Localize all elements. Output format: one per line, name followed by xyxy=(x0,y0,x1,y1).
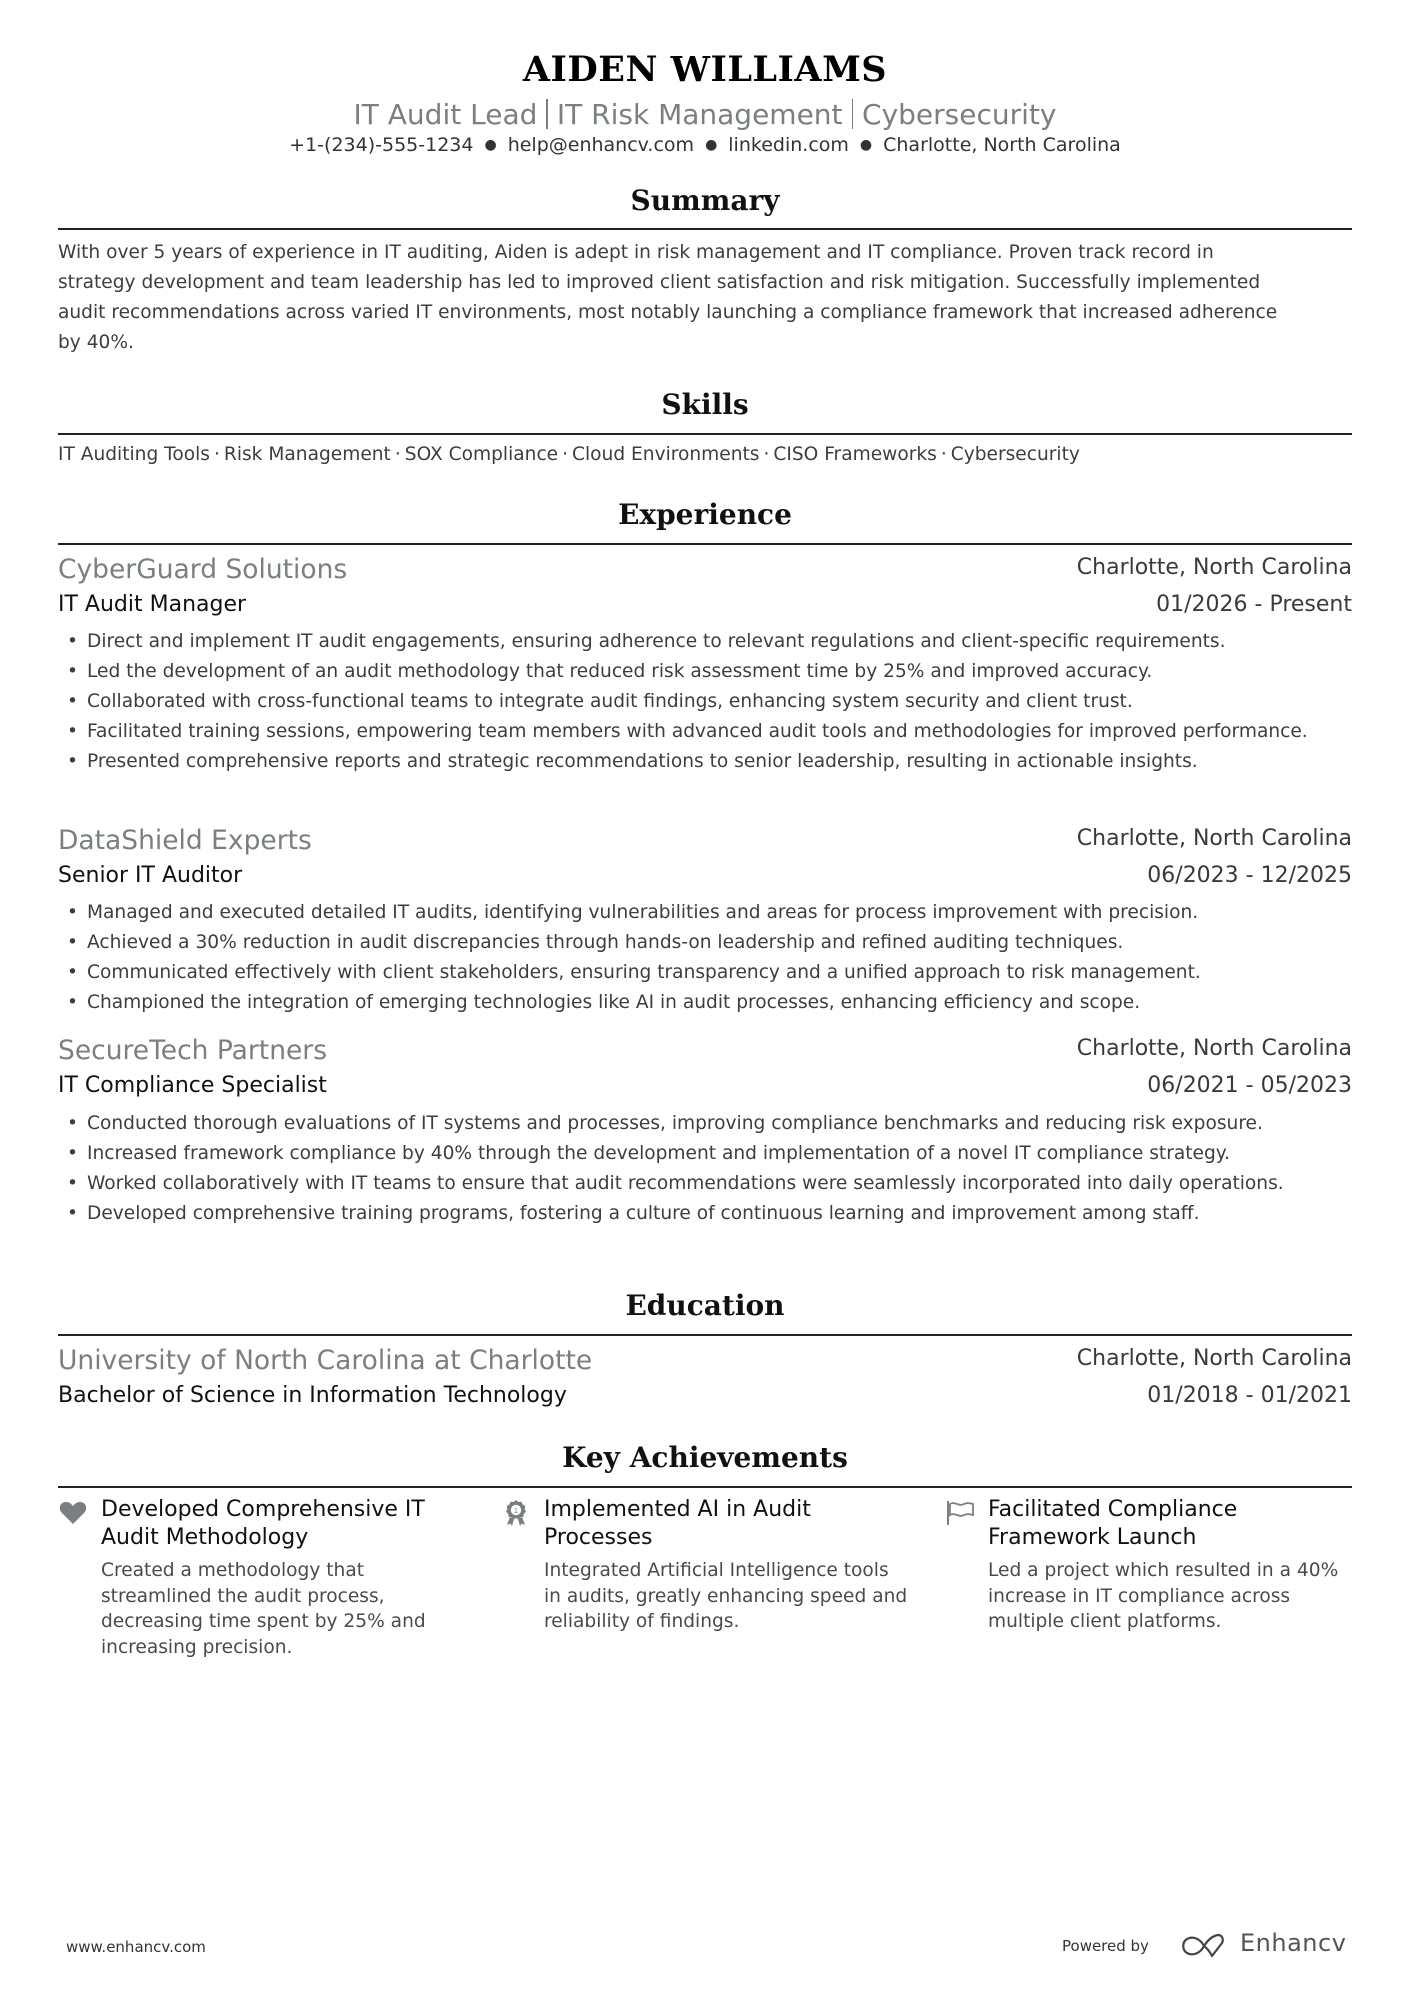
contact-info xyxy=(58,133,1352,157)
skill-separator: · xyxy=(213,444,220,465)
job-location: Charlotte, North Carolina xyxy=(1076,826,1352,851)
job-bullets xyxy=(58,898,1352,1018)
contact-location: Charlotte, North Carolina xyxy=(883,134,1121,156)
section-divider xyxy=(58,1334,1352,1336)
headline-item: IT Risk Management xyxy=(556,98,843,131)
headline xyxy=(58,97,1352,133)
skill-item: IT Auditing Tools xyxy=(58,444,210,465)
job-location: Charlotte, North Carolina xyxy=(1076,1036,1352,1061)
skill-separator: · xyxy=(763,444,770,465)
footer-website-link[interactable]: www.enhancv.com xyxy=(66,1938,206,1956)
bullet-separator: ● xyxy=(705,137,718,153)
skill-separator: · xyxy=(562,444,569,465)
heart-icon xyxy=(58,1498,88,1528)
job-bullet: • Direct and implement IT audit engagements, ensuring adherence to relevant regulations and client-specific requirements. xyxy=(58,627,1352,657)
achievement-description: Integrated Artificial Intelligence tools in audits, greatly enhancing speed and reliability of findings. xyxy=(544,1560,908,1632)
company-name: DataShield Experts xyxy=(58,825,312,856)
section-divider xyxy=(58,1486,1352,1488)
headline-item: IT Audit Lead xyxy=(353,98,538,131)
skill-separator: · xyxy=(394,444,401,465)
bullet-separator: ● xyxy=(484,137,497,153)
job-bullet: • Championed the integration of emerging technologies like AI in audit processes, enhancing efficiency and scope. xyxy=(58,988,1352,1018)
education-dates: 01/2018 - 01/2021 xyxy=(1147,1383,1352,1408)
headline-item: Cybersecurity xyxy=(862,98,1057,131)
job-dates: 01/2026 - Present xyxy=(1156,592,1352,617)
job-bullet: • Conducted thorough evaluations of IT systems and processes, improving compliance benchmarks and reducing risk exposure. xyxy=(58,1109,1352,1139)
job-bullet: • Led the development of an audit methodology that reduced risk assessment time by 25% and improved accuracy. xyxy=(58,657,1352,687)
company-name: CyberGuard Solutions xyxy=(58,554,348,585)
job-bullets xyxy=(58,627,1352,777)
degree: Bachelor of Science in Information Technology xyxy=(58,1383,567,1408)
powered-by-label: Powered by xyxy=(1062,1937,1149,1955)
job-role: IT Audit Manager xyxy=(58,592,247,617)
skill-separator: · xyxy=(940,444,947,465)
candidate-name: AIDEN WILLIAMS xyxy=(522,49,888,90)
bullet-separator: ● xyxy=(859,137,873,153)
section-divider xyxy=(58,228,1352,230)
skill-item: Risk Management xyxy=(223,444,391,465)
achievement-title: Implemented AI in Audit Processes xyxy=(544,1497,811,1550)
headline-separator xyxy=(546,99,548,129)
skill-item: Cloud Environments xyxy=(572,444,760,465)
job-bullet: • Managed and executed detailed IT audits, identifying vulnerabilities and areas for process improvement with precision. xyxy=(58,898,1352,928)
job-dates: 06/2023 - 12/2025 xyxy=(1147,863,1352,888)
section-title-education: Education xyxy=(625,1289,785,1322)
job-location: Charlotte, North Carolina xyxy=(1076,555,1352,580)
summary-line: strategy development and team leadership has led to improved client satisfaction and risk mitigation. Successfully implemented xyxy=(58,272,1261,293)
contact-email[interactable]: help@enhancv.com xyxy=(507,134,695,156)
section-title-experience: Experience xyxy=(618,498,792,531)
svg-text:1: 1 xyxy=(513,1507,519,1515)
skills-list xyxy=(58,443,1080,467)
school-location: Charlotte, North Carolina xyxy=(1076,1346,1352,1371)
job-role: IT Compliance Specialist xyxy=(58,1073,327,1098)
achievement-description: Led a project which resulted in a 40% increase in IT compliance across multiple client platforms. xyxy=(988,1560,1339,1632)
job-bullet: • Achieved a 30% reduction in audit discrepancies through hands-on leadership and refined auditing techniques. xyxy=(58,928,1352,958)
company-name: SecureTech Partners xyxy=(58,1035,327,1066)
section-divider xyxy=(58,433,1352,435)
achievement-description: Created a methodology that streamlined the audit process, decreasing time spent by 25% and increasing precision. xyxy=(101,1560,426,1658)
achievement-item xyxy=(58,1496,468,1660)
job-bullet: • Collaborated with cross-functional teams to integrate audit findings, enhancing system security and client trust. xyxy=(58,687,1352,717)
summary-text xyxy=(58,238,1358,358)
job-role: Senior IT Auditor xyxy=(58,863,243,888)
enhancv-logo-icon xyxy=(1180,1930,1230,1962)
job-bullet: • Presented comprehensive reports and strategic recommendations to senior leadership, resulting in actionable insights. xyxy=(58,747,1352,777)
skill-item: Cybersecurity xyxy=(950,444,1080,465)
summary-line: With over 5 years of experience in IT auditing, Aiden is adept in risk management and IT compliance. Proven track record in xyxy=(58,242,1214,263)
job-bullet: • Communicated effectively with client stakeholders, ensuring transparency and a unified approach to risk management. xyxy=(58,958,1352,988)
achievement-item xyxy=(945,1496,1355,1635)
school-name: University of North Carolina at Charlotte xyxy=(58,1345,593,1376)
achievement-title: Facilitated Compliance Framework Launch xyxy=(988,1497,1238,1550)
contact-linkedin[interactable]: linkedin.com xyxy=(728,134,849,156)
job-bullet: • Developed comprehensive training programs, fostering a culture of continuous learning and improvement among staff. xyxy=(58,1199,1352,1229)
section-title-skills: Skills xyxy=(661,388,749,421)
summary-line: audit recommendations across varied IT environments, most notably launching a compliance framework that increased adherence xyxy=(58,302,1278,323)
award-medal-icon xyxy=(501,1498,531,1528)
enhancv-brand[interactable]: Enhancv xyxy=(1240,1929,1347,1957)
job-bullet: • Worked collaboratively with IT teams to ensure that audit recommendations were seamlessly incorporated into daily operations. xyxy=(58,1169,1318,1199)
summary-line: by 40%. xyxy=(58,332,134,353)
section-title-achievements: Key Achievements xyxy=(562,1441,848,1474)
achievement-item xyxy=(501,1496,911,1635)
skill-item: SOX Compliance xyxy=(404,444,559,465)
job-bullet: • Facilitated training sessions, empowering team members with advanced audit tools and methodologies for improved performance. xyxy=(58,717,1318,747)
contact-phone[interactable]: +1-(234)-555-1234 xyxy=(289,134,474,156)
achievement-title: Developed Comprehensive IT Audit Methodology xyxy=(101,1497,425,1550)
flag-icon xyxy=(945,1498,975,1528)
headline-separator xyxy=(852,99,854,129)
skill-item: CISO Frameworks xyxy=(773,444,937,465)
section-divider xyxy=(58,543,1352,545)
job-bullets xyxy=(58,1109,1352,1229)
job-dates: 06/2021 - 05/2023 xyxy=(1147,1073,1352,1098)
section-title-summary: Summary xyxy=(630,184,780,217)
job-bullet: • Increased framework compliance by 40% through the development and implementation of a novel IT compliance strategy. xyxy=(58,1139,1352,1169)
